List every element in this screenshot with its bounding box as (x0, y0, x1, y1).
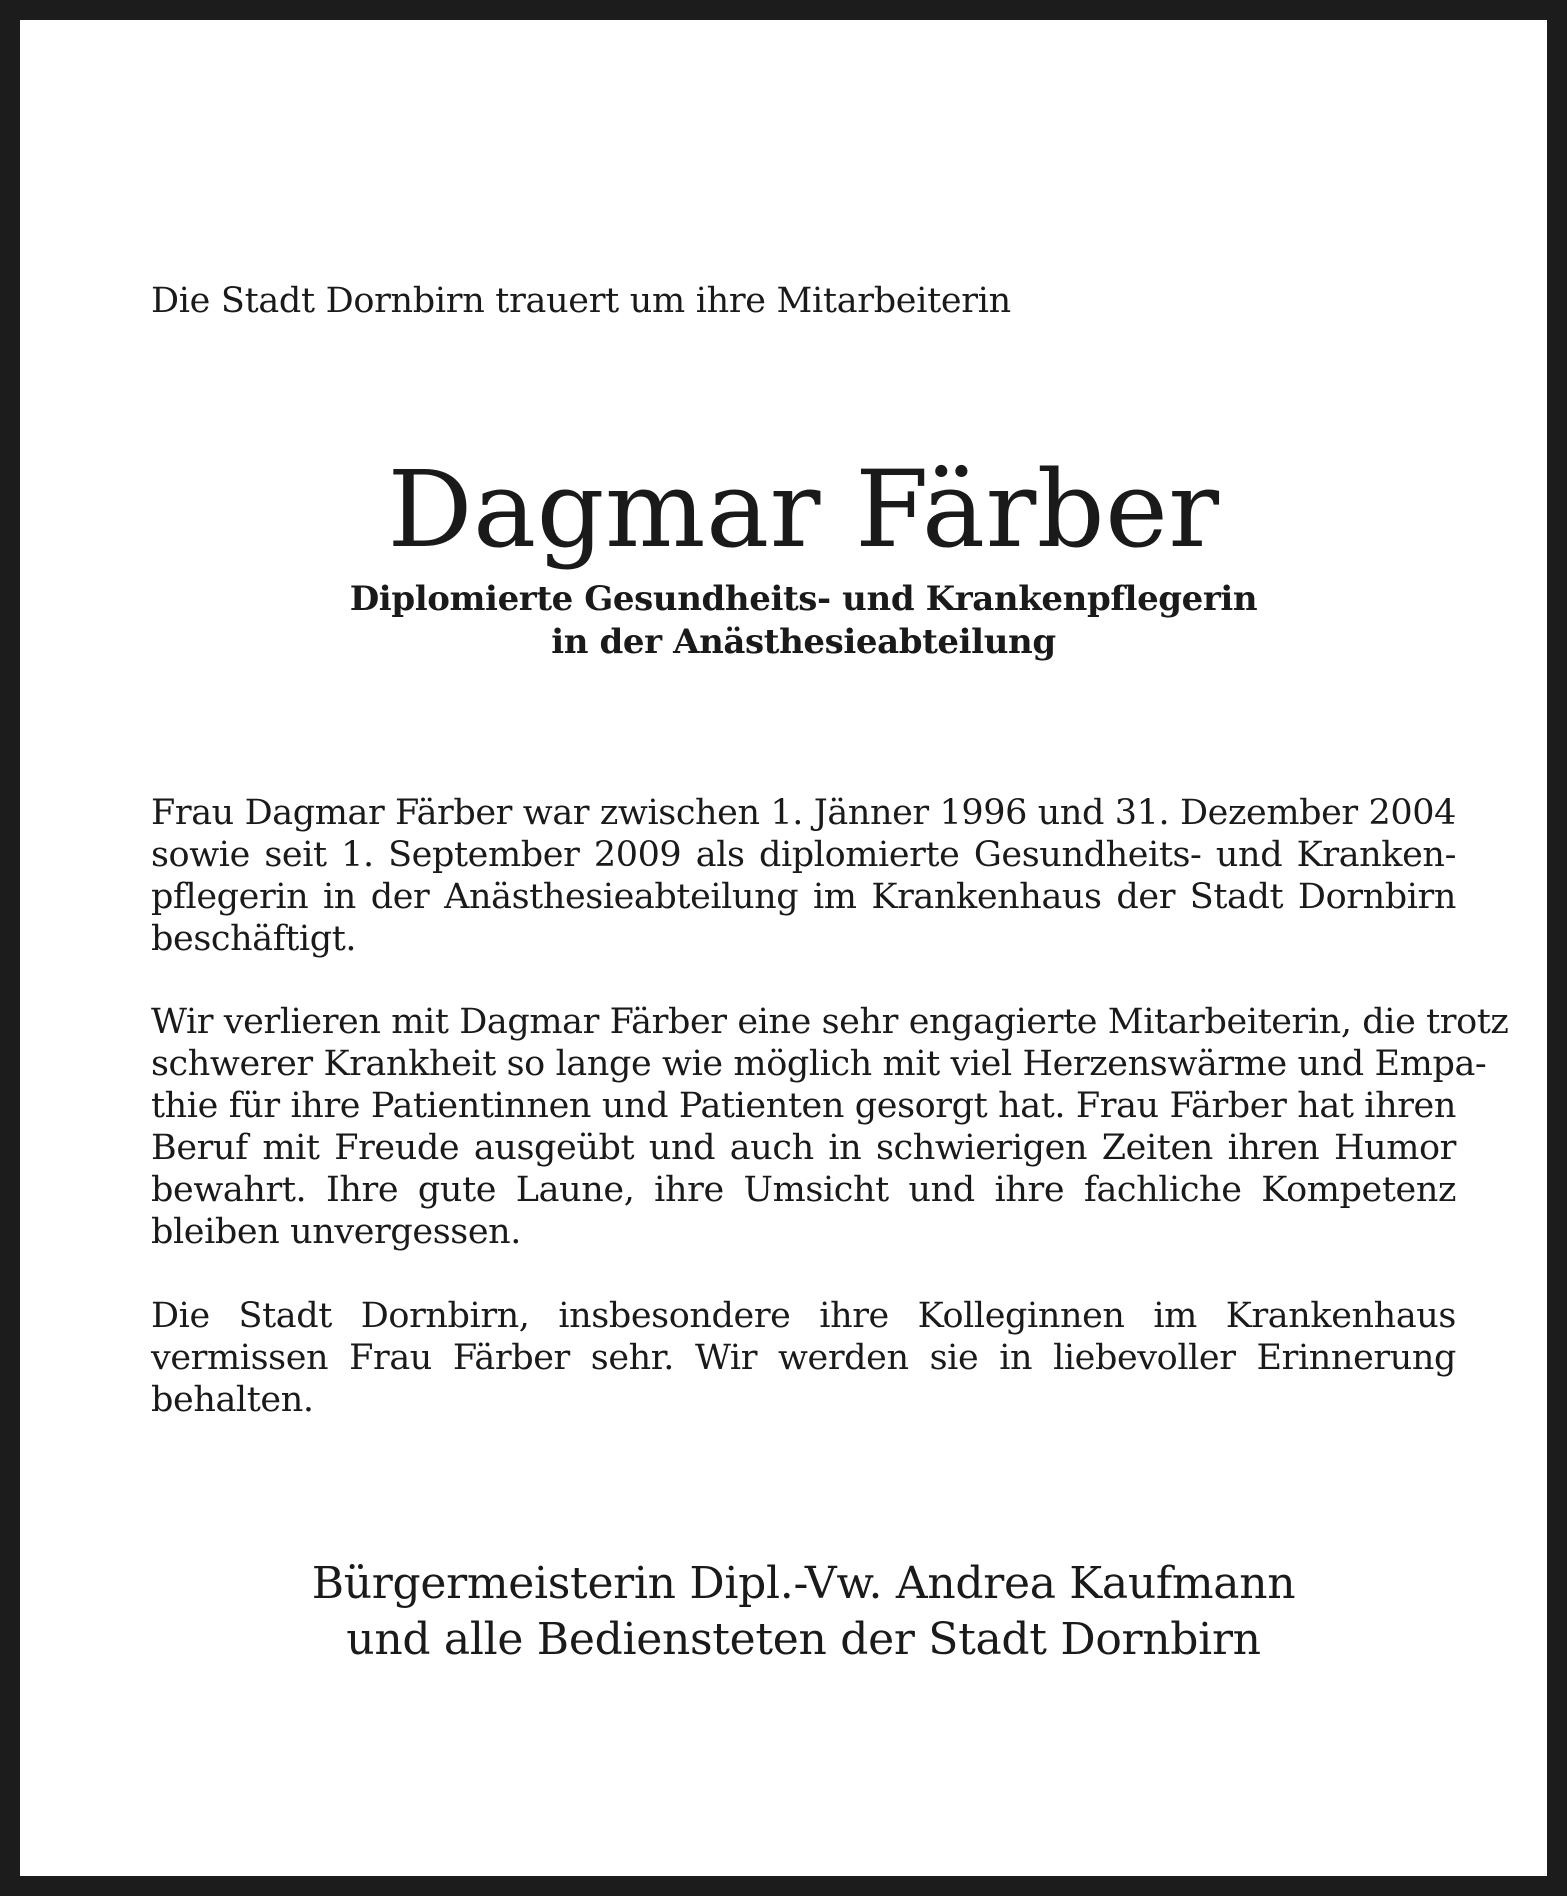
paragraph-line: sowie seit 1. September 2009 als diplomierte Gesundheits- und Kranken- (151, 835, 1456, 875)
paragraph-line: bewahrt. Ihre gute Laune, ihre Umsicht und ihre fachliche Kompetenz (151, 1170, 1456, 1210)
paragraph-line: thie für ihre Patientinnen und Patienten gesorgt hat. Frau Färber hat ihren (151, 1086, 1456, 1126)
paragraph-line: beschäftigt. (151, 919, 357, 959)
paragraph-employment (151, 792, 1456, 960)
deceased-name: Dagmar Färber (387, 448, 1220, 571)
paragraph-line: schwerer Krankheit so lange wie möglich mit viel Herzenswärme und Empa- (151, 1044, 1487, 1084)
role-line: Diplomierte Gesundheits- und Krankenpflegerin (349, 579, 1258, 619)
paragraph-line: vermissen Frau Färber sehr. Wir werden sie in liebevoller Erinnerung (151, 1338, 1456, 1378)
paragraph-farewell (151, 1295, 1456, 1421)
signature-line: und alle Bediensteten der Stadt Dornbirn (346, 1614, 1261, 1665)
paragraph-line: Beruf mit Freude ausgeübt und auch in schwierigen Zeiten ihren Humor (151, 1128, 1456, 1168)
intro-line: Die Stadt Dornbirn trauert um ihre Mitarbeiterin (151, 281, 1011, 321)
paragraph-line: pflegerin in der Anästhesieabteilung im Krankenhaus der Stadt Dornbirn (151, 877, 1456, 917)
signature-line: Bürgermeisterin Dipl.-Vw. Andrea Kaufmann (311, 1558, 1296, 1609)
paragraph-line: Die Stadt Dornbirn, insbesondere ihre Kolleginnen im Krankenhaus (151, 1296, 1456, 1336)
paragraph-line: Frau Dagmar Färber war zwischen 1. Jänner 1996 und 31. Dezember 2004 (151, 793, 1456, 833)
signature-block (20, 1556, 1567, 1668)
paragraph-tribute (151, 1001, 1509, 1253)
paragraph-line: Wir verlieren mit Dagmar Färber eine sehr engagierte Mitarbeiterin, die trotz (151, 1002, 1509, 1042)
paragraph-line: behalten. (151, 1380, 314, 1420)
paragraph-line: bleiben unvergessen. (151, 1212, 522, 1252)
deceased-role (20, 578, 1567, 664)
role-line: in der Anästhesieabteilung (551, 622, 1056, 662)
